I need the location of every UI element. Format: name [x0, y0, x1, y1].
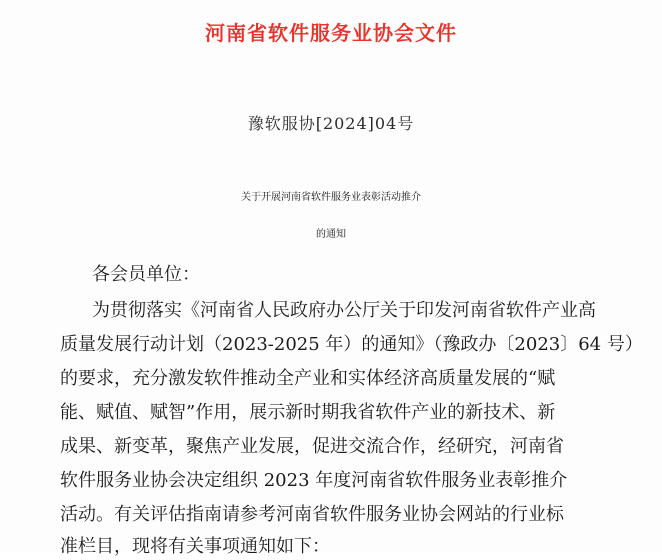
body-line-7: 活动。有关评估指南请参考河南省软件服务业协会网站的行业标: [60, 504, 564, 525]
document-number: 豫软服协[2024]04号: [247, 114, 415, 133]
body-line-4: 能、赋值、赋智”作用，展示新时期我省软件产业的新技术、新: [60, 402, 556, 423]
notice-title-line-1: 关于开展河南省软件服务业表彰活动推介: [241, 192, 421, 203]
body-line-5: 成果、新变革，聚焦产业发展，促进交流合作，经研究，河南省: [60, 436, 564, 457]
body-line-8: 准栏目，现将有关事项通知如下：: [60, 536, 330, 557]
body-line-3: 的要求，充分激发软件推动全产业和实体经济高质量发展的“赋: [60, 368, 556, 389]
issuer-header: 河南省软件服务业协会文件: [205, 21, 457, 45]
red-divider-rule: [0, 150, 662, 152]
body-line-2: 质量发展行动计划（2023-2025 年）的通知》（豫政办〔2023〕64 号）: [60, 334, 643, 355]
body-line-6: 软件服务业协会决定组织 2023 年度河南省软件服务业表彰推介: [60, 470, 568, 491]
body-line-1: 为贯彻落实《河南省人民政府办公厅关于印发河南省软件产业高: [92, 300, 596, 321]
salutation: 各会员单位：: [92, 264, 200, 285]
notice-title-line-2: 的通知: [316, 229, 346, 240]
